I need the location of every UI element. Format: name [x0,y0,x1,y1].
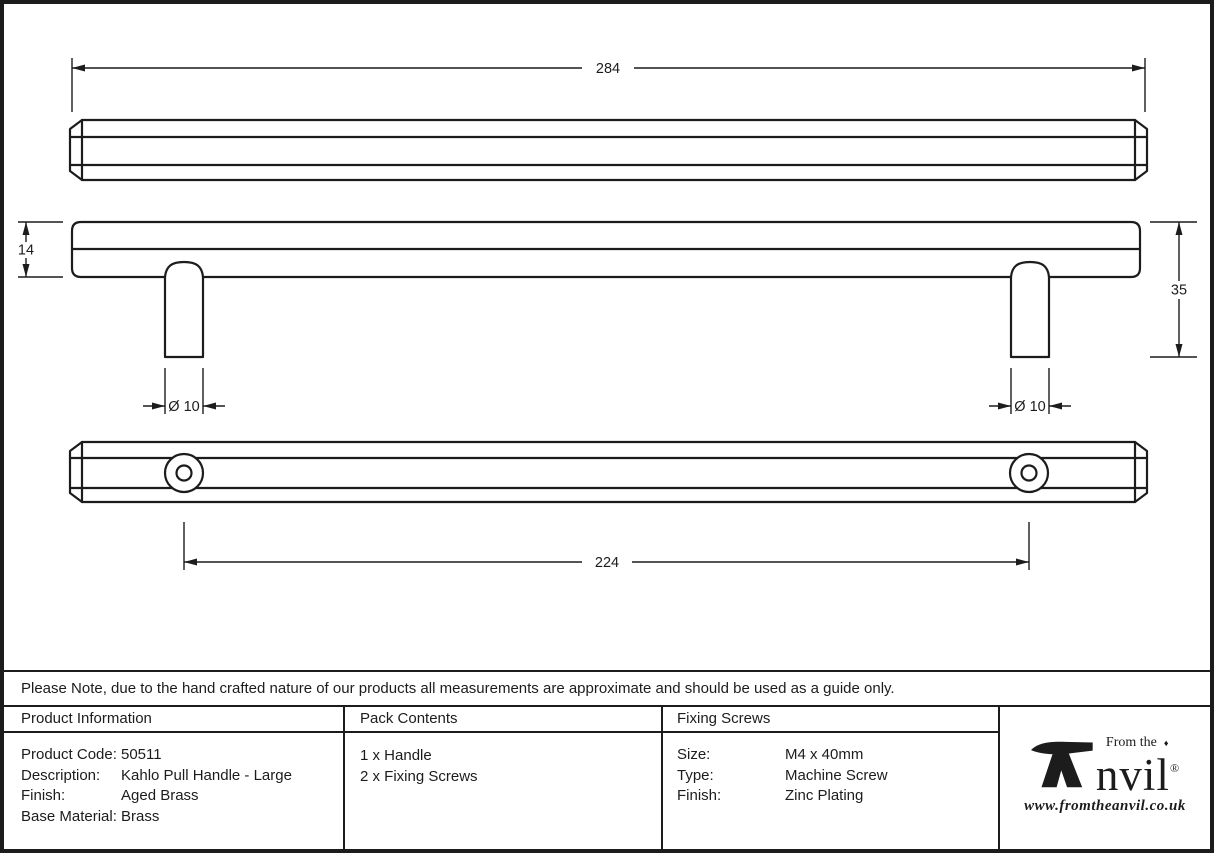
right-post-fillet [1011,262,1049,277]
logo-tagline: From the ♦ [1105,735,1169,750]
finish-value: Aged Brass [121,787,199,804]
registered-mark: ® [1169,761,1180,775]
dim-label-dia10-right: Ø 10 [1014,399,1046,415]
diamond-icon: ♦ [1163,737,1169,748]
right-post [1011,277,1049,357]
brand-wordmark: nvil® [1095,750,1180,800]
side-view [72,222,1140,357]
fixing-screws-header: Fixing Screws [663,707,998,733]
dim-label-14: 14 [17,242,35,259]
dimension-projection [1150,222,1197,357]
bottom-view [70,442,1147,502]
anvil-icon [1031,736,1095,792]
technical-drawing [4,4,1210,666]
dimension-post-diameter-left [143,368,225,415]
pack-contents-header: Pack Contents [345,707,661,733]
dim-label-224: 224 [594,555,620,571]
table-row: Type: Machine Screw [677,766,998,787]
screw-type-value: Machine Screw [785,766,888,784]
list-item: 1 x Handle [360,747,432,764]
description-value: Kahlo Pull Handle - Large [121,766,292,784]
dim-label-35: 35 [1170,282,1188,299]
list-item: 2 x Fixing Screws [360,768,478,785]
top-view [70,120,1147,180]
table-row: Finish: Zinc Plating [677,786,998,807]
note-row [4,670,1210,707]
spec-table [4,707,1210,849]
table-row: Size: M4 x 40mm [677,745,998,766]
dimension-overall-length [72,58,1145,112]
table-row: Description: Kahlo Pull Handle - Large [21,766,343,787]
left-post [165,277,203,357]
dimension-fixing-centres [184,522,1029,571]
dim-label-dia10-left: Ø 10 [168,399,200,415]
screw-size-value: M4 x 40mm [785,746,864,763]
website-url: www.fromtheanvil.co.uk [1024,798,1186,814]
table-row: Product Code: 50511 [21,745,343,766]
left-post-fillet [165,262,203,277]
product-code-value: 50511 [121,746,162,763]
dimension-bar-thickness [18,222,63,277]
note-text: Please Note, due to the hand crafted nature of our products all measurements are approximate and should be used as a guide only. [21,680,895,697]
dim-label-284: 284 [595,61,621,77]
pack-contents-section [345,707,663,849]
table-row: Base Material: Brass [21,807,343,828]
dimension-post-diameter-right [989,368,1071,415]
table-row: Finish: Aged Brass [21,786,343,807]
fixing-screws-section [663,707,1000,849]
product-information-header: Product Information [4,707,343,733]
base-material-value: Brass [121,807,160,825]
screw-finish-value: Zinc Plating [785,787,864,804]
logo-box [1000,707,1210,849]
product-information-section [4,707,345,849]
